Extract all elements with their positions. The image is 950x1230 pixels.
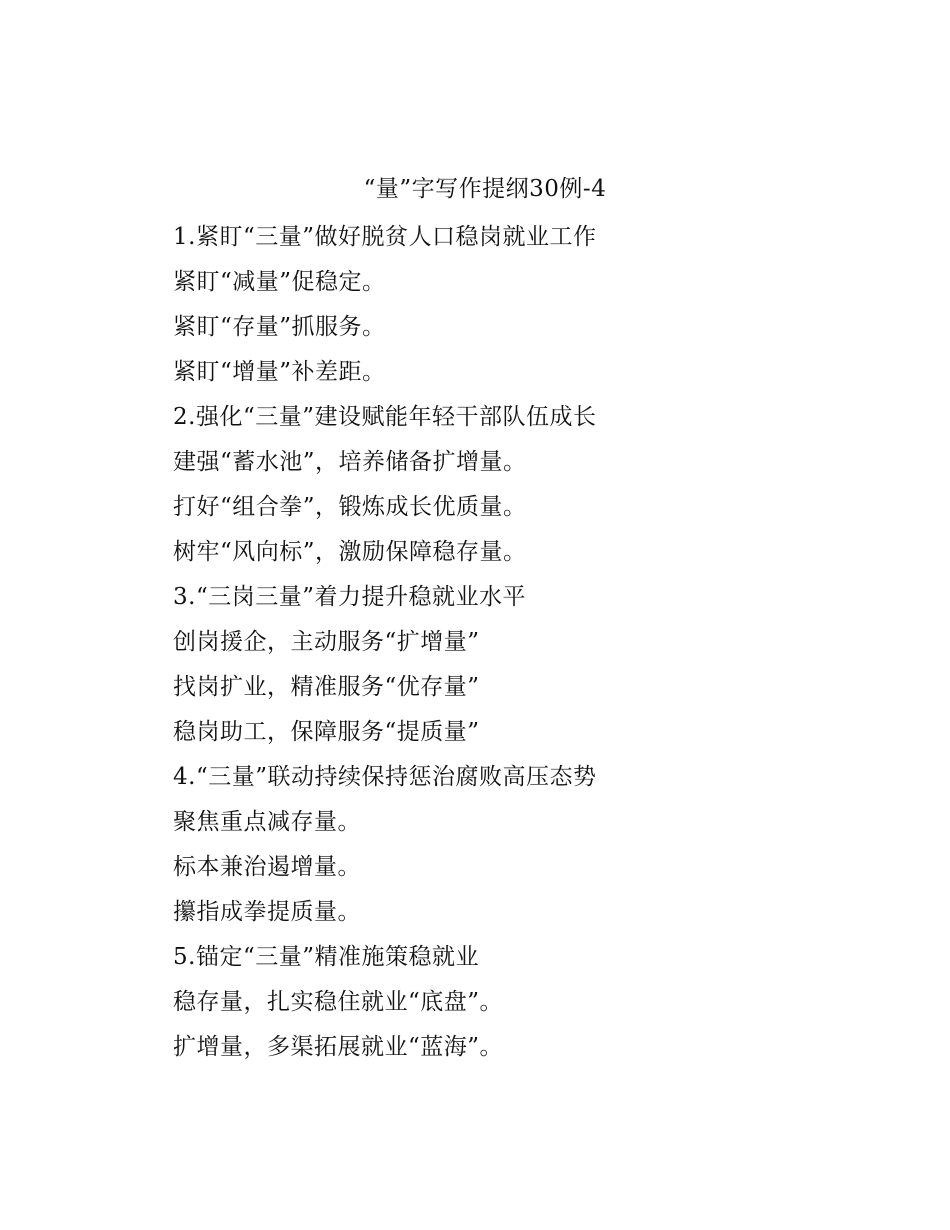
text-line: 标本兼治遏增量。 — [173, 854, 361, 880]
text-line: 紧盯“增量”补差距。 — [173, 359, 386, 385]
text-line: 树牢“风向标”，激励保障稳存量。 — [173, 539, 527, 565]
text-line: 紧盯“减量”促稳定。 — [173, 269, 386, 295]
section-heading-3: 3.“三岗三量”着力提升稳就业水平 — [173, 584, 526, 610]
text-line: 紧盯“存量”抓服务。 — [173, 314, 386, 340]
document-title: “量”字写作提纲30例-4 — [363, 176, 607, 202]
text-line: 稳岗助工，保障服务“提质量” — [173, 719, 480, 745]
text-line: 打好“组合拳”，锻炼成长优质量。 — [173, 494, 527, 520]
text-line: 稳存量，扎实稳住就业“底盘”。 — [173, 989, 504, 1015]
text-line: 创岗援企，主动服务“扩增量” — [173, 629, 480, 655]
text-line: 扩增量，多渠拓展就业“蓝海”。 — [173, 1034, 504, 1060]
section-heading-5: 5.锚定“三量”精准施策稳就业 — [173, 944, 479, 970]
section-heading-2: 2.强化“三量”建设赋能年轻干部队伍成长 — [173, 404, 597, 430]
document-body — [173, 217, 693, 1072]
text-line: 建强“蓄水池”，培养储备扩增量。 — [173, 449, 527, 475]
text-line: 攥指成拳提质量。 — [173, 899, 361, 925]
section-heading-1: 1.紧盯“三量”做好脱贫人口稳岗就业工作 — [173, 224, 597, 250]
text-line: 找岗扩业，精准服务“优存量” — [173, 674, 480, 700]
text-line: 聚焦重点减存量。 — [173, 809, 361, 835]
section-heading-4: 4.“三量”联动持续保持惩治腐败高压态势 — [173, 764, 597, 790]
